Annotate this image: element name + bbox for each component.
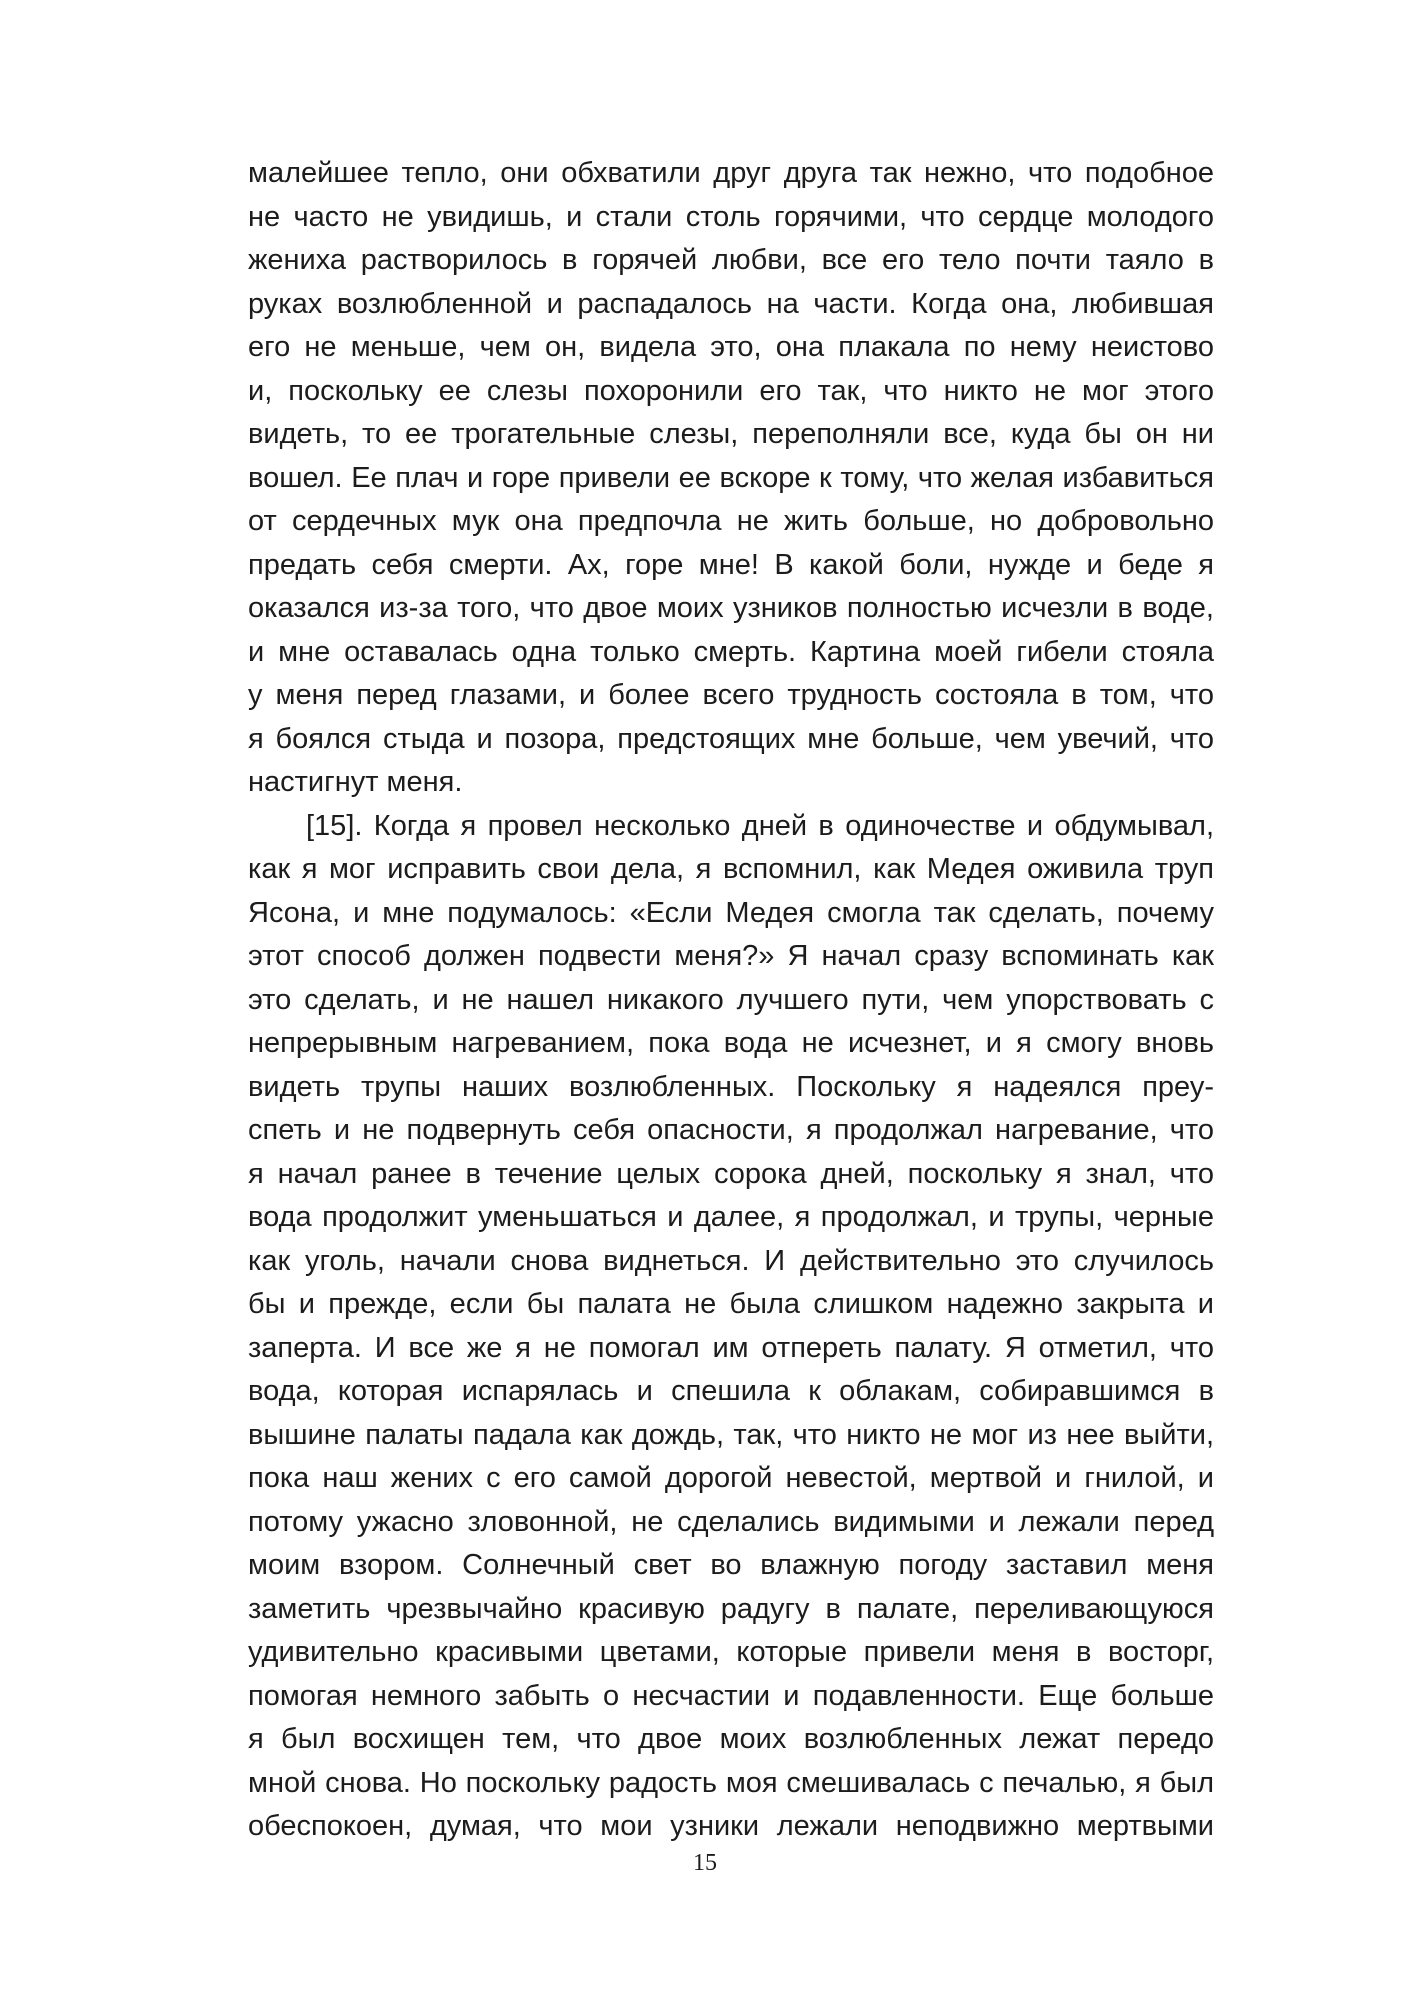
text-line: помогая немного забыть о несчастии и подавленности. Еще больше xyxy=(248,1679,1214,1712)
page-number: 15 xyxy=(693,1850,717,1876)
text-line: у меня перед глазами, и более всего трудность состояла в том, что xyxy=(248,679,1214,711)
text-line: мной снова. Но поскольку радость моя смешивалась с печалью, я был xyxy=(248,1766,1214,1799)
text-line: видеть трупы наших возлюбленных. Поскольку я надеялся преу- xyxy=(248,1070,1214,1103)
text-line: как уголь, начали снова виднеться. И действительно это случилось xyxy=(248,1244,1214,1277)
text-line: [15]. Когда я провел несколько дней в одиночестве и обдумывал, xyxy=(306,809,1214,842)
text-line: вода продолжит уменьшаться и далее, я продолжал, и трупы, черные xyxy=(248,1201,1214,1233)
text-line: видеть, то ее трогательные слезы, переполняли все, куда бы он ни xyxy=(248,418,1214,450)
text-line: и, поскольку ее слезы похоронили его так, что никто не мог этого xyxy=(248,374,1214,407)
text-line: это сделать, и не нашел никакого лучшего пути, чем упорствовать с xyxy=(248,983,1214,1016)
text-line: руках возлюбленной и распадалось на части. Когда она, любившая xyxy=(248,287,1214,320)
text-line: потому ужасно зловонной, не сделались видимыми и лежали перед xyxy=(248,1505,1214,1538)
text-line: малейшее тепло, они обхватили друг друга так нежно, что подобное xyxy=(248,157,1214,189)
text-line: как я мог исправить свои дела, я вспомнил, как Медея оживила труп xyxy=(248,853,1214,885)
text-line: жениха растворилось в горячей любви, все его тело почти таяло в xyxy=(248,244,1214,276)
text-line: вошел. Ее плач и горе привели ее вскоре к тому, что желая избавиться xyxy=(248,461,1214,494)
text-line: вода, которая испарялась и спешила к облакам, собиравшимся в xyxy=(248,1375,1214,1407)
text-line: и мне оставалась одна только смерть. Картина моей гибели стояла xyxy=(248,635,1214,668)
text-line: оказался из-за того, что двое моих узников полностью исчезли в воде, xyxy=(248,592,1214,624)
text-line: я начал ранее в течение целых сорока дней, поскольку я знал, что xyxy=(248,1157,1214,1190)
text-line: вышине палаты падала как дождь, так, что никто не мог из нее выйти, xyxy=(248,1418,1214,1451)
text-line: спеть и не подвернуть себя опасности, я продолжал нагревание, что xyxy=(248,1114,1214,1146)
text-line: удивительно красивыми цветами, которые привели меня в восторг, xyxy=(248,1636,1214,1668)
body-text xyxy=(248,152,1214,1849)
text-line: этот способ должен подвести меня?» Я начал сразу вспоминать как xyxy=(248,940,1214,972)
text-line: настигнут меня. xyxy=(248,766,463,798)
text-line: обеспокоен, думая, что мои узники лежали неподвижно мертвыми xyxy=(248,1810,1214,1842)
text-line: моим взором. Солнечный свет во влажную погоду заставил меня xyxy=(248,1549,1214,1581)
text-line: не часто не увидишь, и стали столь горячими, что сердце молодого xyxy=(248,200,1214,233)
paragraph-2 xyxy=(248,805,1214,1849)
text-line: предать себя смерти. Ах, горе мне! В какой боли, нужде и беде я xyxy=(248,548,1214,581)
paragraph-1 xyxy=(248,152,1214,805)
text-line: пока наш жених с его самой дорогой невестой, мертвой и гнилой, и xyxy=(248,1462,1214,1494)
text-line: непрерывным нагреванием, пока вода не исчезнет, и я смогу вновь xyxy=(248,1027,1214,1059)
text-line: заметить чрезвычайно красивую радугу в палате, переливающуюся xyxy=(248,1592,1214,1625)
text-line: от сердечных мук она предпочла не жить больше, но добровольно xyxy=(248,505,1214,537)
text-line: Ясона, и мне подумалось: «Если Медея смогла так сделать, почему xyxy=(248,896,1214,929)
text-line: заперта. И все же я не помогал им отпереть палату. Я отметил, что xyxy=(248,1331,1214,1364)
text-line: его не меньше, чем он, видела это, она плакала по нему неистово xyxy=(248,331,1214,363)
text-line: я боялся стыда и позора, предстоящих мне больше, чем увечий, что xyxy=(248,722,1214,755)
text-line: бы и прежде, если бы палата не была слишком надежно закрыта и xyxy=(248,1288,1214,1320)
text-line: я был восхищен тем, что двое моих возлюбленных лежат передо xyxy=(248,1723,1214,1755)
